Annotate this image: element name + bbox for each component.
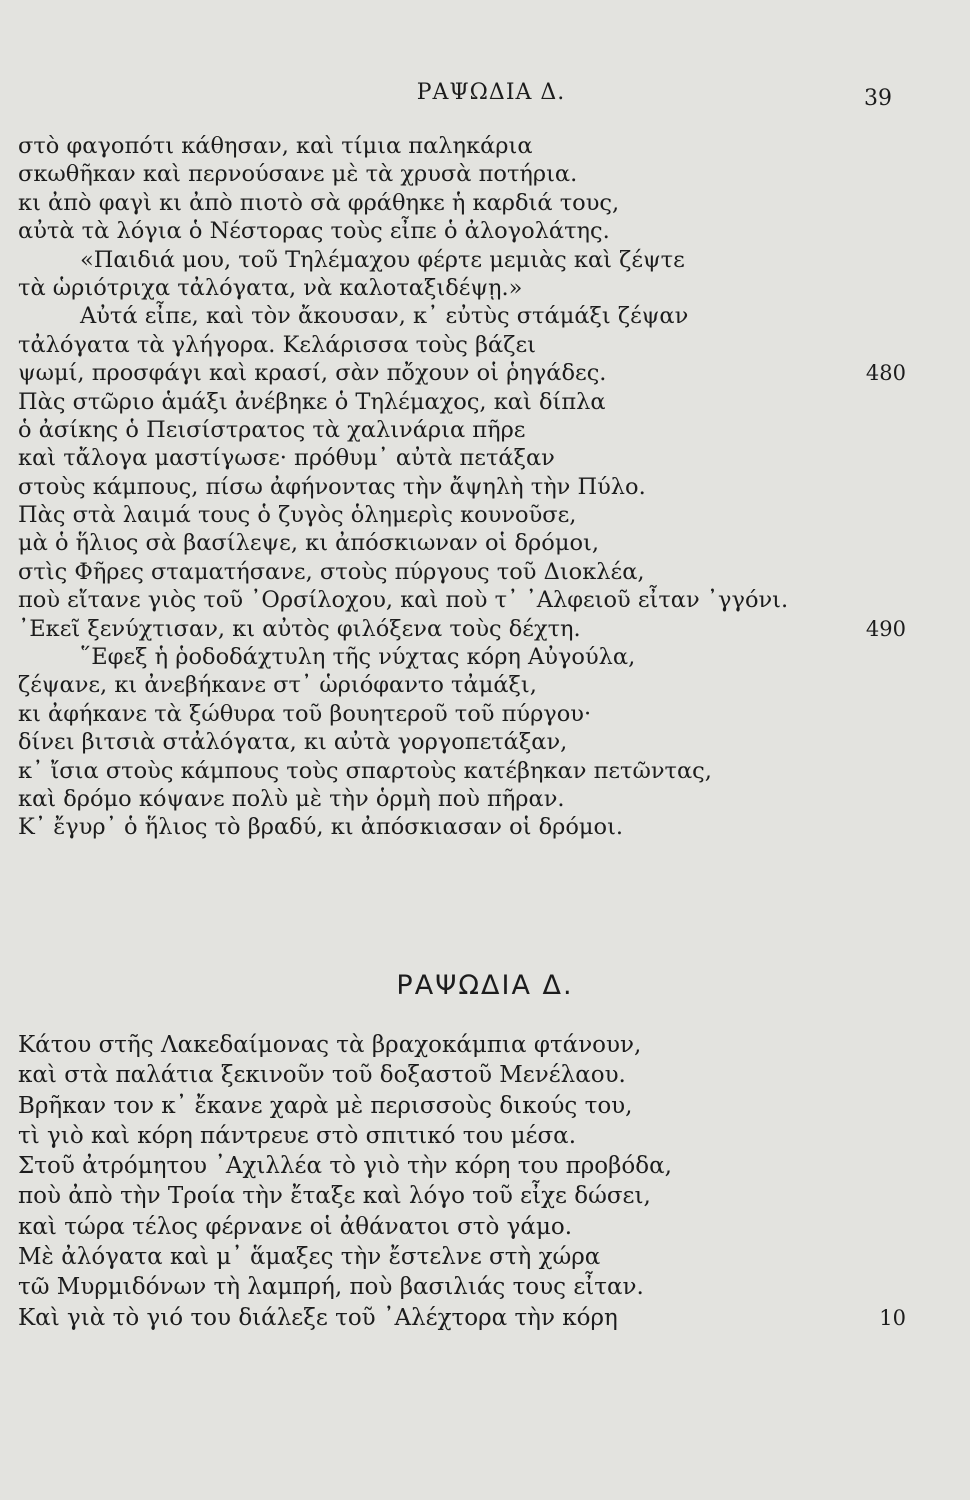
verse-block-previous-rhapsody (18, 132, 906, 842)
verse-line (18, 160, 888, 188)
verse-line (18, 1272, 888, 1302)
verse-text: Βρῆκαν τον κ᾿ ἔκανε χαρὰ μὲ περισσοὺς δικούς του, (18, 1092, 633, 1119)
verse-text: καὶ στὰ παλάτια ξεκινοῦν τοῦ δοξαστοῦ Μενέλαου. (18, 1062, 626, 1089)
verse-text: κ᾿ ἴσια στοὺς κάμπους τοὺς σπαρτοὺς κατέβηκαν πετῶντας, (18, 757, 712, 784)
verse-line (18, 302, 888, 330)
verse-text: Κάτου στῆς Λακεδαίμονας τὰ βραχοκάμπια φτάνουν, (18, 1032, 642, 1058)
verse-text: ᾿Εκεῖ ξενύχτισαν, κι αὐτὸς φιλόξενα τοὺς δέχτη. (18, 615, 581, 642)
line-number: 490 (865, 616, 906, 641)
verse-line (18, 1091, 888, 1121)
verse-text: στὶς Φῆρες σταματήσανε, στοὺς πύργους τοῦ Διοκλέα, (18, 558, 645, 585)
verse-text: Καὶ γιὰ τὸ γιό του διάλεξε τοῦ ᾿Αλέχτορα τὴν κόρη (18, 1304, 618, 1331)
verse-text: καὶ δρόμο κόψανε πολὺ μὲ τὴν ὁρμὴ ποὺ πῆραν. (18, 785, 565, 812)
verse-line (18, 586, 888, 614)
verse-line (18, 274, 888, 302)
verse-text: στὸ φαγοπότι κάθησαν, καὶ τίμια παληκάρια (18, 133, 533, 159)
verse-text: Πὰς στῶριο ἁμάξι ἀνέβηκε ὁ Τηλέμαχος, καὶ δίπλα (18, 388, 606, 415)
verse-text: ψωμί, προσφάγι καὶ κρασί, σὰν πὄχουν οἱ ῥηγάδες. (18, 360, 607, 387)
verse-line (18, 473, 888, 501)
verse-line (18, 132, 888, 160)
verse-text: Μὲ ἀλόγατα καὶ μ᾿ ἅμαξες τὴν ἔστελνε στὴ χώρα (18, 1244, 601, 1271)
verse-text: αὐτὰ τὰ λόγια ὁ Νέστορας τοὺς εἶπε ὁ ἀλογολάτης. (18, 218, 610, 245)
verse-text: τὰ ὡριότριχα τἀλόγατα, νὰ καλοταξιδέψῃ.» (18, 274, 523, 301)
line-number: 10 (879, 1305, 906, 1330)
verse-line (18, 1030, 888, 1060)
verse-text: κι ἀφήκανε τὰ ξώθυρα τοῦ βουητεροῦ τοῦ πύργου· (18, 700, 592, 727)
verse-line (18, 189, 888, 217)
verse-text: ῞Εφεξ ἡ ῥοδοδάχτυλη τῆς νύχτας κόρη Αὐγούλα, (80, 644, 636, 671)
verse-text: ποὺ ἀπὸ τὴν Τροία τὴν ἔταξε καὶ λόγο τοῦ εἶχε δώσει, (18, 1183, 651, 1210)
running-title: ΡΑΨΩΔΙΑ Δ. (416, 80, 566, 105)
verse-text: τἀλόγατα τὰ γλήγορα. Κελάρισσα τοὺς βάζει (18, 331, 536, 358)
verse-text: μὰ ὁ ἥλιος σὰ βασίλεψε, κι ἀπόσκιωναν οἱ δρόμοι, (18, 530, 599, 557)
verse-line (18, 1242, 888, 1272)
verse-block-new-rhapsody (18, 1030, 906, 1333)
verse-line (18, 1121, 888, 1151)
verse-line (18, 785, 888, 813)
verse-line (18, 643, 888, 671)
section-heading: ΡΑΨΩΔΙΑ Δ. (396, 970, 574, 1001)
verse-text: σκωθῆκαν καὶ περνούσανε μὲ τὰ χρυσὰ ποτήρια. (18, 161, 578, 188)
verse-line (18, 359, 906, 387)
verse-line (18, 217, 888, 245)
verse-text: ὁ ἀσίκης ὁ Πεισίστρατος τὰ χαλινάρια πῆρε (18, 416, 526, 443)
verse-line (18, 1151, 888, 1181)
verse-line (18, 501, 888, 529)
verse-text: τὶ γιὸ καὶ κόρη πάντρευε στὸ σπιτικό του μέσα. (18, 1122, 577, 1149)
verse-line (18, 416, 888, 444)
verse-line (18, 1303, 906, 1333)
verse-line (18, 728, 888, 756)
verse-line (18, 444, 888, 472)
verse-line (18, 1181, 888, 1211)
verse-text: στοὺς κάμπους, πίσω ἀφήνοντας τὴν ἄψηλὴ τὴν Πύλο. (18, 473, 646, 500)
verse-text: καὶ τώρα τέλος φέρνανε οἱ ἀθάνατοι στὸ γάμο. (18, 1213, 573, 1240)
verse-line (18, 671, 888, 699)
verse-line (18, 558, 888, 586)
verse-line (18, 700, 888, 728)
verse-text: Πὰς στὰ λαιμά τους ὁ ζυγὸς ὁλημερὶς κουνοῦσε, (18, 502, 577, 529)
verse-text: ζέψανε, κι ἀνεβήκανε στ᾿ ὡριόφαντο τἀμάξι, (18, 672, 537, 699)
verse-line (18, 813, 888, 841)
verse-line (18, 388, 888, 416)
verse-text: Στοῦ ἀτρόμητου ᾿Αχιλλέα τὸ γιὸ τὴν κόρη του προβόδα, (18, 1153, 672, 1180)
verse-line (18, 246, 888, 274)
verse-line (18, 615, 906, 643)
verse-line (18, 331, 888, 359)
verse-text: κι ἀπὸ φαγὶ κι ἀπὸ πιοτὸ σὰ φράθηκε ἡ καρδιά τους, (18, 189, 620, 216)
verse-text: Κ᾿ ἔγυρ᾿ ὁ ἥλιος τὸ βραδύ, κι ἀπόσκιασαν οἱ δρόμοι. (18, 814, 624, 841)
verse-line (18, 757, 888, 785)
verse-text: ποὺ εἴτανε γιὸς τοῦ ᾿Ορσίλοχου, καὶ ποὺ τ᾿ ᾿Αλφειοῦ εἶταν ᾿γγόνι. (18, 587, 789, 614)
line-number: 480 (865, 361, 906, 386)
verse-line (18, 1212, 888, 1242)
verse-text: «Παιδιά μου, τοῦ Τηλέμαχου φέρτε μεμιὰς καὶ ζέψτε (80, 246, 685, 273)
verse-text: τῶ Μυρμιδόνων τὴ λαμπρή, ποὺ βασιλιάς τους εἶταν. (18, 1274, 644, 1301)
verse-text: δίνει βιτσιὰ στἀλόγατα, κι αὐτὰ γοργοπετάξαν, (18, 729, 568, 756)
page-number: 39 (864, 86, 892, 111)
verse-text: καὶ τἄλογα μαστίγωσε· πρόθυμ᾿ αὐτὰ πετάξαν (18, 445, 555, 472)
verse-line (18, 529, 888, 557)
verse-text: Αὐτά εἶπε, καὶ τὸν ἄκουσαν, κ᾿ εὐτὺς στάμάξι ζέψαν (80, 303, 689, 330)
verse-line (18, 1060, 888, 1090)
